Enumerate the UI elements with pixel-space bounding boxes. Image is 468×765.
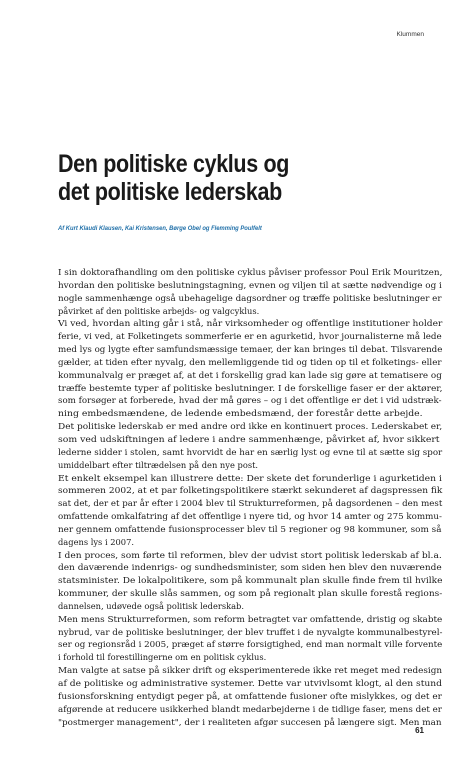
body-line: I den proces, som førte til reformen, blev der udvist stort politisk lederskab af bl.a. (58, 549, 442, 560)
body-line: som forsøger at forberede, hvad der må gøres – og i det offentlige er det i vid udstræk- (58, 395, 442, 406)
body-line: sat det, der et par år efter i 2004 blev til Strukturreformen, på dagsordenen – den mest (58, 498, 443, 509)
article-body (58, 266, 442, 728)
body-line: nybrud, var de politiske beslutninger, der blev truffet i de nyvalgte kommunalbestyrel- (58, 626, 443, 637)
byline: Af Kurt Klaudi Klausen, Kai Kristensen, Børge Obel og Flemming Poulfelt (58, 225, 262, 232)
body-line: i forhold til forestillingerne om en politisk cyklus. (58, 652, 267, 663)
article-title (58, 150, 385, 206)
body-line: fusionsforskning entydigt peger på, at omfattende fusioner ofte mislykkes, og det er (58, 690, 442, 701)
body-line: umiddelbart efter tiltrædelsen på den nye post. (58, 459, 259, 470)
body-line: dannelsen, udøvede også politisk lederskab. (58, 600, 245, 611)
body-line: Et enkelt eksempel kan illustrere dette: Der skete det forunderlige i agurketiden i (58, 472, 442, 483)
body-line: ferie, vi ved, at Folketingets sommerferie er en agurketid, hvor journalisterne må lede (58, 331, 442, 342)
body-line: ning embedsmændene, de ledende embedsmænd, der forestår dette arbejde. (58, 408, 423, 419)
body-line: Men mens Strukturreformen, som reform betragtet var omfattende, dristig og skabte (58, 613, 443, 624)
body-line: dagens lys i 2007. (58, 536, 134, 547)
page-number: 61 (415, 726, 424, 735)
body-line: lederne sidder i stolen, samt hvorvidt de har en særlig lyst og evne til at sætte sig spor (58, 446, 443, 457)
body-line: gælder, at tiden efter nyvalg, den mellemliggende tid og tiden op til et folketings- eller (58, 356, 442, 367)
body-line: træffe bestemte typer af politiske beslutninger. I de forskellige faser er der aktører, (58, 382, 443, 393)
body-line: ser og regionsråd i 2005, præget af større forsigtighed, end man normalt ville forvente (58, 639, 443, 650)
body-line: med lys og lygte efter samfundsmæssige temaer, der kan bringes til debat. Tilsvarende (58, 344, 443, 355)
body-line: Det politiske lederskab er med andre ord ikke en kontinuert proces. Lederskabet er, (58, 421, 443, 432)
body-line: "postmerger management", der i realiteten afgør succesen på længere sigt. Men man (58, 716, 442, 727)
body-line: omfattende omkalfatring af det offentlige i nyere tid, og hvor 14 amter og 275 kommu- (58, 511, 442, 522)
body-line: Man valgte at satse på sikker drift og eksperimenterede ikke ret meget med redesign (58, 665, 443, 676)
body-line: påvirket af den politiske arbejds- og valgcyklus. (58, 305, 260, 316)
body-line: af de politiske og administrative systemer. Dette var utvivlsomt klogt, al den stund (58, 678, 443, 688)
body-line: I sin doktorafhandling om den politiske cyklus påviser professor Poul Erik Mouritzen, (58, 267, 443, 277)
body-line: statsminister. De lokalpolitikere, som på kommunalt plan skulle finde frem til hvilke (58, 575, 443, 586)
body-line: sommeren 2002, at et par folketingspolitikere stærkt sekunderet af dagspressen fik (58, 485, 443, 496)
body-line: hvordan den politiske beslutningstagning, evnen og viljen til at sætte nødvendige og i (58, 279, 442, 290)
title-line-2: det politiske lederskab (58, 178, 282, 206)
body-line: nogle sammenhænge også ubehagelige dagsordner og træffe politiske beslutninger er (58, 292, 442, 303)
body-line: Vi ved, hvordan alting går i stå, når virksomheder og offentlige institutioner holder (58, 318, 443, 329)
running-head: Klummen (396, 31, 424, 38)
body-line: afgørende at reducere usikkerhed blandt medarbejderne i de tidlige faser, mens det er (58, 703, 442, 714)
body-line: kommuner, der skulle slås sammen, og som på regionalt plan skulle forestå regions- (58, 588, 443, 599)
title-line-1: Den politiske cyklus og (58, 150, 290, 178)
body-line: som ved udskiftningen af ledere i andre sammenhænge, påvirket af, hvor sikkert (58, 433, 440, 444)
body-line: den daværende indenrigs- og sundhedsminister, som siden hen blev den nuværende (58, 562, 442, 573)
body-line: kommunalvalg er præget af, at det i forskellig grad kan lade sig gøre at tematisere og (58, 369, 442, 380)
body-line: ner gennem omfattende fusionsprocesser blev til 5 regioner og 98 kommuner, som så (58, 523, 442, 534)
